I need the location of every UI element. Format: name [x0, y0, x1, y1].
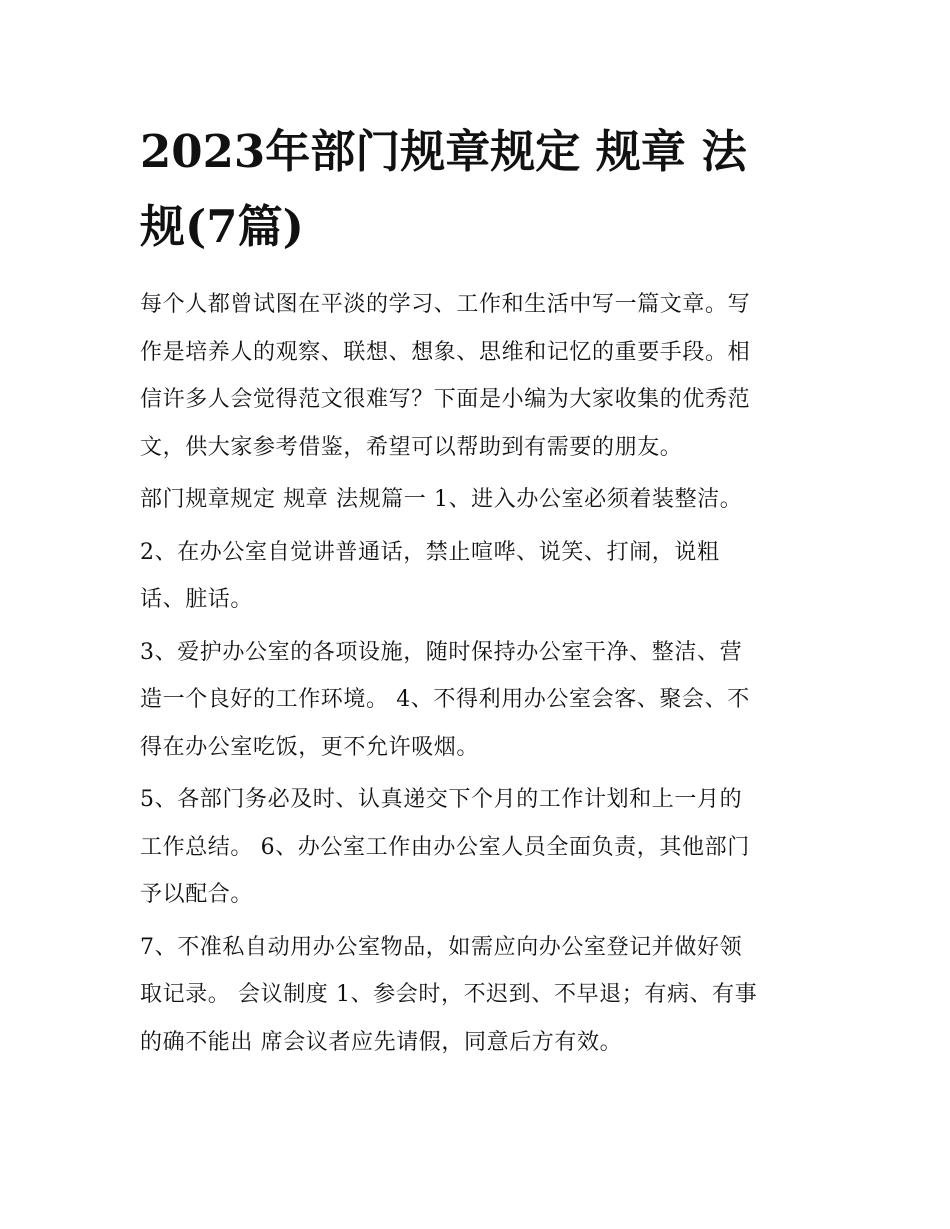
rule-paragraph-2 [140, 529, 820, 624]
text-line: 文，供大家参考借鉴，希望可以帮助到有需要的朋友。 [140, 434, 683, 460]
intro-paragraph [140, 281, 820, 471]
rule-paragraph-3-4 [140, 629, 820, 772]
text-line: 工作总结。 6、办公室工作由办公室人员全面负责，其他部门 [140, 834, 750, 860]
text-line: 2、在办公室自觉讲普通话，禁止喧哗、说笑、打闹，说粗 [140, 539, 720, 565]
text-line: 作是培养人的观察、联想、想象、思维和记忆的重要手段。相 [140, 339, 751, 365]
text-line: 7、不准私自动用办公室物品，如需应向办公室登记并做好领 [140, 934, 743, 960]
text-line: 5、各部门务必及时、认真递交下个月的工作计划和上一月的 [140, 787, 743, 812]
text-line: 信许多人会觉得范文很难写？下面是小编为大家收集的优秀范 [140, 387, 751, 412]
text-line: 的确不能出 席会议者应先请假，同意后方有效。 [140, 1029, 623, 1055]
title-line: 2023年部门规章规定 规章 法 [140, 125, 747, 178]
rule-paragraph-1 [140, 476, 820, 524]
text-line: 部门规章规定 规章 法规篇一 1、进入办公室必须着装整洁。 [140, 487, 743, 512]
title-line: 规(7篇) [140, 200, 304, 253]
text-line: 得在办公室吃饭，更不允许吸烟。 [140, 734, 480, 760]
rule-paragraph-7-meeting [140, 924, 820, 1067]
text-line: 予以配合。 [140, 882, 254, 907]
text-line: 造一个良好的工作环境。 4、不得利用办公室会客、聚会、不 [140, 687, 750, 712]
rule-paragraph-5-6 [140, 776, 820, 919]
text-line: 取记录。 会议制度 1、参会时，不迟到、不早退；有病、有事 [140, 982, 758, 1007]
text-line: 3、爱护办公室的各项设施，随时保持办公室干净、整洁、营 [140, 639, 743, 665]
text-line: 话、脏话。 [140, 587, 254, 612]
document-body [140, 281, 820, 1071]
document-title [140, 114, 820, 264]
text-line: 每个人都曾试图在平淡的学习、工作和生活中写一篇文章。写 [140, 292, 751, 317]
